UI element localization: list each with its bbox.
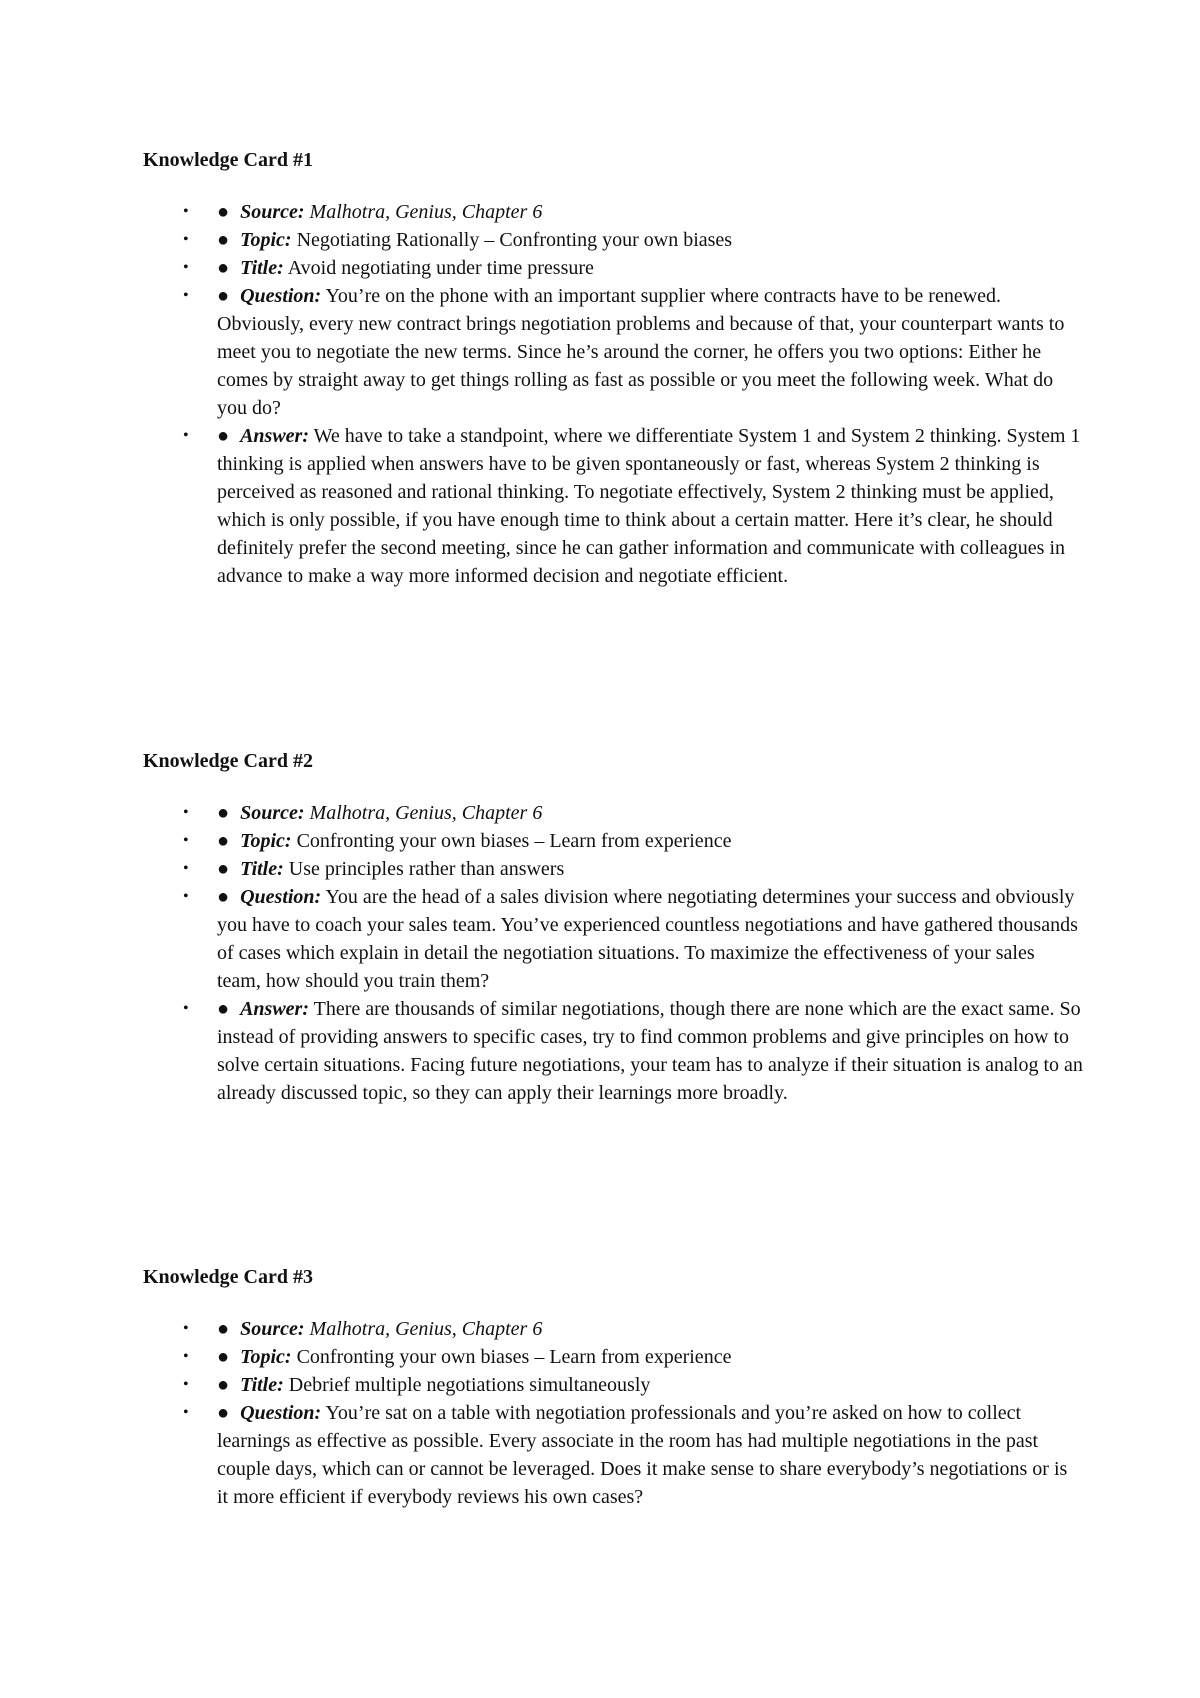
title-label: Title:: [240, 1374, 284, 1396]
topic-label: Topic:: [240, 229, 292, 251]
inner-bullet: ●: [217, 285, 230, 307]
source-label: Source:: [240, 201, 305, 223]
knowledge-card-2: [143, 747, 1083, 1107]
question-value: You’re sat on a table with negotiation professionals and you’re asked on how to collect learnings as effective as possible. Every associate in the room has had multiple negotiations in the past couple days, which can or cannot be leveraged. Does it make sense to share everybody’s negotiations or is it more efficient if everybody reviews his own cases?: [217, 1402, 1068, 1508]
inner-bullet: ●: [217, 1346, 230, 1368]
bullet: •: [183, 1000, 189, 1017]
inner-bullet: ●: [217, 830, 230, 852]
card-items: [143, 799, 1083, 1107]
inner-bullet: ●: [217, 1402, 230, 1424]
inner-bullet: ●: [217, 201, 230, 223]
question-item: [143, 282, 1083, 422]
bullet: •: [183, 1348, 189, 1365]
bullet: •: [183, 203, 189, 220]
topic-value: Confronting your own biases – Learn from experience: [296, 830, 732, 852]
inner-bullet: ●: [217, 998, 230, 1020]
question-item: [143, 1399, 1083, 1511]
answer-value: We have to take a standpoint, where we differentiate System 1 and System 2 thinking. System 1 thinking is applied when answers have to be given spontaneously or fast, whereas System 2 thinking is perceived as reasoned and rational thinking. To negotiate effectively, System 2 thinking must be applied, which is only possible, if you have enough time to think about a certain matter. Here it’s clear, he should definitely prefer the second meeting, since he can gather information and communicate with colleagues in advance to make a way more informed decision and negotiate efficient.: [217, 425, 1081, 587]
source-label: Source:: [240, 1318, 305, 1340]
source-label: Source:: [240, 802, 305, 824]
card-items: [143, 1315, 1083, 1511]
answer-label: Answer:: [240, 425, 309, 447]
answer-item: [143, 422, 1083, 590]
question-label: Question:: [240, 285, 322, 307]
question-label: Question:: [240, 886, 322, 908]
topic-value: Confronting your own biases – Learn from experience: [296, 1346, 732, 1368]
bullet: •: [183, 804, 189, 821]
bullet: •: [183, 427, 189, 444]
bullet: •: [183, 832, 189, 849]
source-value: Malhotra, Genius, Chapter 6: [309, 802, 543, 824]
question-value: You’re on the phone with an important supplier where contracts have to be renewed. Obviously, every new contract brings negotiation problems and because of that, your counterpart wants to meet you to negotiate the new terms. Since he’s around the corner, he offers you two options: Either he comes by straight away to get things rolling as fast as possible or you meet the following week. What do you do?: [217, 285, 1065, 419]
source-value: Malhotra, Genius, Chapter 6: [309, 201, 543, 223]
question-value: You are the head of a sales division where negotiating determines your success and obviously you have to coach your sales team. You’ve experienced countless negotiations and have gathered thousands of cases which explain in detail the negotiation situations. To maximize the effectiveness of your sales team, how should you train them?: [217, 886, 1078, 992]
bullet: •: [183, 1376, 189, 1393]
title-value: Avoid negotiating under time pressure: [287, 257, 594, 279]
card-title: Knowledge Card #1: [143, 149, 313, 171]
source-item: [143, 198, 1083, 226]
bullet: •: [183, 888, 189, 905]
inner-bullet: ●: [217, 257, 230, 279]
topic-label: Topic:: [240, 1346, 292, 1368]
title-item: [143, 855, 1083, 883]
source-item: [143, 1315, 1083, 1343]
inner-bullet: ●: [217, 858, 230, 880]
bullet: •: [183, 287, 189, 304]
source-item: [143, 799, 1083, 827]
knowledge-card-1: [143, 146, 1083, 590]
title-item: [143, 1371, 1083, 1399]
inner-bullet: ●: [217, 1318, 230, 1340]
question-item: [143, 883, 1083, 995]
inner-bullet: ●: [217, 886, 230, 908]
bullet: •: [183, 259, 189, 276]
answer-item: [143, 995, 1083, 1107]
topic-item: [143, 827, 1083, 855]
title-value: Use principles rather than answers: [288, 858, 565, 880]
bullet: •: [183, 1320, 189, 1337]
topic-value: Negotiating Rationally – Confronting your own biases: [296, 229, 733, 251]
topic-item: [143, 226, 1083, 254]
knowledge-card-3: [143, 1263, 1083, 1511]
title-label: Title:: [240, 257, 284, 279]
bullet: •: [183, 860, 189, 877]
inner-bullet: ●: [217, 229, 230, 251]
bullet: •: [183, 1404, 189, 1421]
answer-label: Answer:: [240, 998, 309, 1020]
card-title: Knowledge Card #2: [143, 750, 313, 772]
title-value: Debrief multiple negotiations simultaneously: [288, 1374, 651, 1396]
answer-value: There are thousands of similar negotiations, though there are none which are the exact same. So instead of providing answers to specific cases, try to find common problems and give principles on how to solve certain situations. Facing future negotiations, your team has to analyze if their situation is analog to an already discussed topic, so they can apply their learnings more broadly.: [217, 998, 1083, 1104]
topic-label: Topic:: [240, 830, 292, 852]
title-item: [143, 254, 1083, 282]
inner-bullet: ●: [217, 802, 230, 824]
bullet: •: [183, 231, 189, 248]
title-label: Title:: [240, 858, 284, 880]
question-label: Question:: [240, 1402, 322, 1424]
inner-bullet: ●: [217, 1374, 230, 1396]
source-value: Malhotra, Genius, Chapter 6: [309, 1318, 543, 1340]
inner-bullet: ●: [217, 425, 230, 447]
card-items: [143, 198, 1083, 590]
card-title: Knowledge Card #3: [143, 1266, 313, 1288]
topic-item: [143, 1343, 1083, 1371]
